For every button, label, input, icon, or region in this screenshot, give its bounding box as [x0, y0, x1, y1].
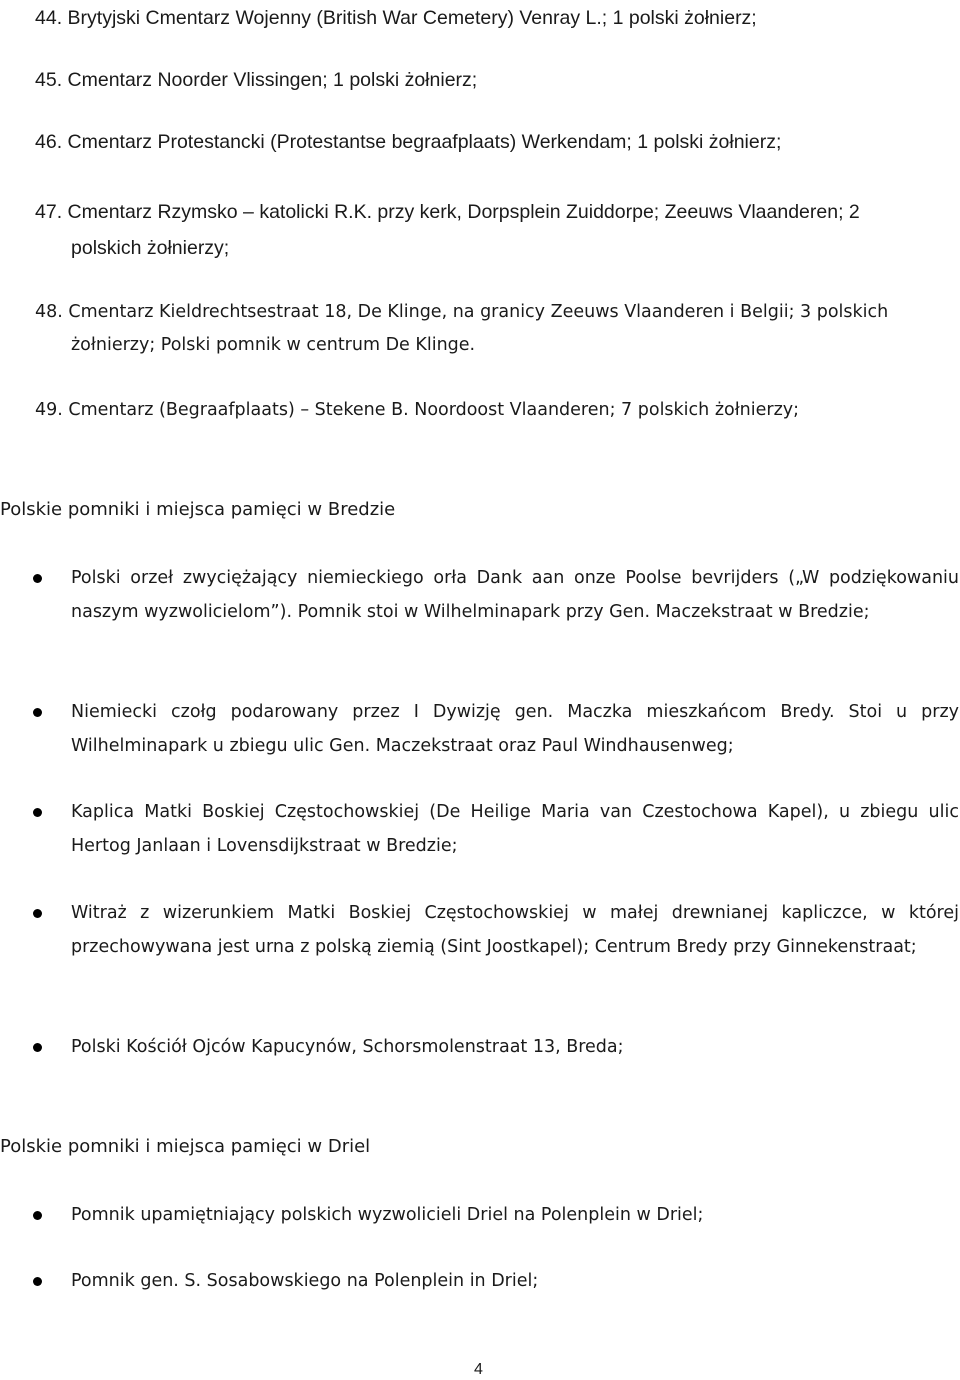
section-heading-driel: Polskie pomniki i miejsca pamięci w Driel [0, 1136, 371, 1157]
bullet-icon [33, 1043, 42, 1052]
section-heading-breda: Polskie pomniki i miejsca pamięci w Bredzie [0, 499, 396, 520]
bullet-icon [33, 574, 42, 583]
cemetery-item-46: 46. Cmentarz Protestancki (Protestantse begraafplaats) Werkendam; 1 polski żołnierz; [35, 131, 782, 153]
cemetery-item-47-cont: polskich żołnierzy; [71, 237, 230, 259]
page-number: 4 [474, 1361, 483, 1378]
bullet-icon [33, 1211, 42, 1220]
bullet-icon [33, 808, 42, 817]
cemetery-item-48: 48. Cmentarz Kieldrechtsestraat 18, De Klinge, na granicy Zeeuws Vlaanderen i Belgii; 3 polskich [35, 302, 889, 322]
cemetery-item-47: 47. Cmentarz Rzymsko – katolicki R.K. przy kerk, Dorpsplein Zuiddorpe; Zeeuws Vlaanderen; 2 [35, 201, 860, 223]
bullet-icon [33, 708, 42, 717]
driel-item: Pomnik upamiętniający polskich wyzwolicieli Driel na Polenplein w Driel; [71, 1205, 704, 1225]
breda-item: Polski orzeł zwyciężający niemieckiego orła Dank aan onze Poolse bevrijders („W podziękowaniu naszym wyzwolicielom”). Pomnik stoi w Wilhelminapark przy Gen. Maczekstraat w Bredzie; [71, 568, 959, 622]
cemetery-item-49: 49. Cmentarz (Begraafplaats) – Stekene B. Noordoost Vlaanderen; 7 polskich żołnierzy; [35, 400, 800, 420]
bullet-icon [33, 1277, 42, 1286]
breda-item: Kaplica Matki Boskiej Częstochowskiej (De Heilige Maria van Czestochowa Kapel), u zbiegu ulic Hertog Janlaan i Lovensdijkstraat w Bredzie; [71, 802, 959, 856]
breda-item: Niemiecki czołg podarowany przez I Dywizję gen. Maczka mieszkańcom Bredy. Stoi u przy Wilhelminapark u zbiegu ulic Gen. Maczekstraat oraz Paul Windhausenweg; [71, 702, 959, 756]
breda-item: Witraż z wizerunkiem Matki Boskiej Częstochowskiej w małej drewnianej kapliczce, w której przechowywana jest urna z polską ziemią (Sint Joostkapel); Centrum Bredy przy Ginnekenstraat; [71, 903, 959, 957]
cemetery-item-44: 44. Brytyjski Cmentarz Wojenny (British War Cemetery) Venray L.; 1 polski żołnierz; [35, 7, 757, 29]
driel-item: Pomnik gen. S. Sosabowskiego na Polenplein in Driel; [71, 1271, 539, 1291]
breda-item: Polski Kościół Ojców Kapucynów, Schorsmolenstraat 13, Breda; [71, 1037, 624, 1057]
cemetery-item-48-cont: żołnierzy; Polski pomnik w centrum De Klinge. [71, 335, 476, 355]
bullet-icon [33, 909, 42, 918]
cemetery-item-45: 45. Cmentarz Noorder Vlissingen; 1 polski żołnierz; [35, 69, 478, 91]
